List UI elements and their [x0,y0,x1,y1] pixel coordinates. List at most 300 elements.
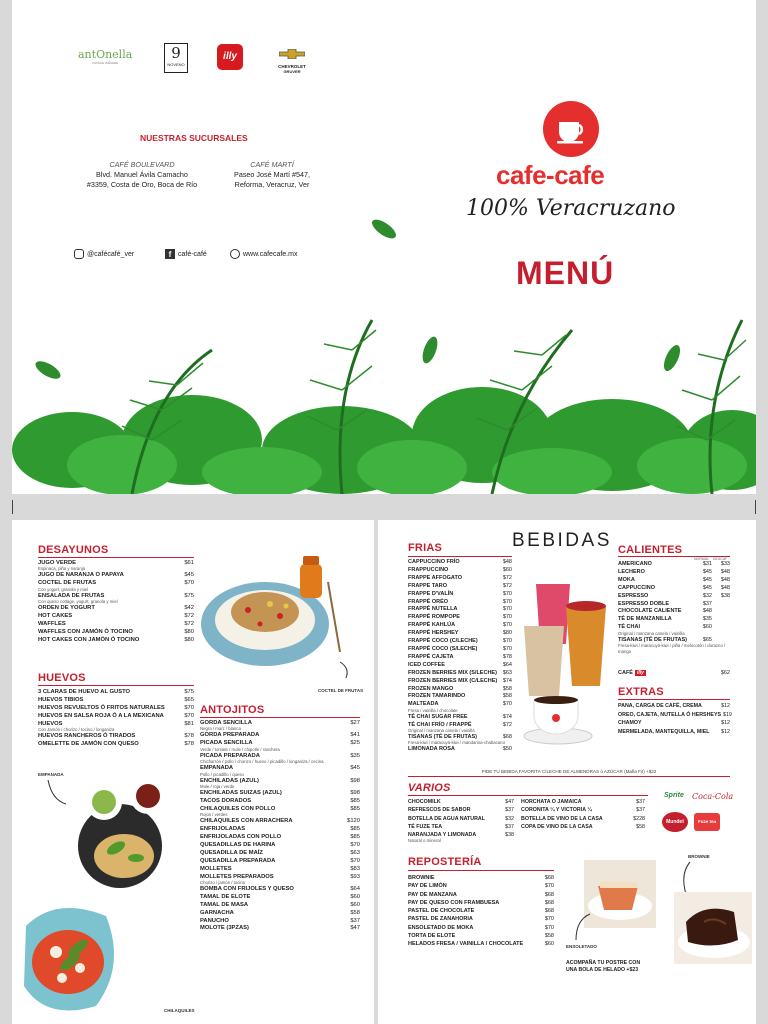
menu-item [200,910,360,918]
item-price: $58 [636,823,645,830]
item-name: HORCHATA O JAMAICA [521,799,582,805]
empanada-caption: EMPANADA [38,772,64,777]
noveno-logo: 9 NOVENO [164,43,188,73]
menu-item [38,689,194,697]
item-description: Fresa-kiwi / maracuyá-kiwi / piña / melocotón / durazno / mango [618,643,726,654]
item-name: MERMELADA, MANTEQUILLA, MIEL [618,728,710,735]
item-price: $60 [702,624,712,631]
item-price: $58 [544,933,554,940]
item-name: CHOCOMILK [408,799,441,805]
item-name: GARNACHA [200,909,234,916]
item-price-descaf [712,616,730,624]
item-name: TORTA DE ELOTE [408,933,456,940]
facebook-link[interactable]: f café-café [165,249,207,259]
drinks-photo [516,576,626,746]
menu-item [618,561,730,569]
item-price: $93 [350,873,360,880]
item-description: Natural o mineral [408,837,441,843]
item-price: $45 [702,584,712,591]
menu-item [408,882,554,890]
item-price: $68 [544,899,554,906]
menu-item [521,815,645,823]
menu-item [408,678,512,686]
item-name: TÉ CHAI [618,624,640,631]
item-name: ENCHILADAS SUIZAS (AZUL) [200,789,282,796]
item-name: TÉ FUZE TEA [408,823,443,830]
item-name: HUEVOS EN SALSA ROJA Ó A LA MEXICANA [38,712,164,719]
cafe-illy-row: CAFÉ illy $62 [618,670,730,676]
item-price: $37 [702,600,712,607]
menu-item [200,894,360,902]
menu-item [200,790,360,798]
item-price-descaf: $48 [720,584,730,591]
menu-item [408,746,512,754]
menu-item [408,686,512,694]
menu-item [200,826,360,834]
item-price: $83 [350,865,360,872]
item-price: $37 [636,807,645,814]
varios-list-2 [521,798,645,831]
item-name: PASTEL DE CHOCOLATE [408,908,475,915]
extras-list [618,702,730,736]
item-description: Con Jamón / chorizo / tocino / longaniza [38,727,115,733]
reposteria-title: REPOSTERÍA [408,856,482,868]
menu-item [408,899,554,907]
item-price: $70 [350,857,360,864]
menu-item [408,924,554,932]
varios-list [408,798,514,844]
item-name: REFRESCOS DE SABOR [408,807,471,814]
menu-item [200,918,360,926]
chevrolet-logo: CHEVROLET GRUVER [270,46,314,74]
item-price: $80 [184,628,194,635]
menu-item [38,713,194,721]
item-price: $60 [350,893,360,900]
menu-item [408,670,512,678]
item-price: $70 [544,883,554,890]
menu-item [408,874,554,882]
menu-item [408,559,512,567]
reposteria-list [408,874,554,949]
menu-cover [12,0,756,494]
item-name: ORDEN DE YOGURT [38,605,95,612]
item-name: FROZEN MANGO [408,685,454,692]
item-name: MOLOTE (3PZAS) [200,925,249,932]
menu-item [618,711,730,720]
item-price: $32 [505,815,514,822]
item-name: ESPRESSO DOBLE [618,600,670,607]
item-name: PANUCHO [200,917,229,924]
item-price: $58 [502,693,512,700]
item-price: $80 [184,636,194,643]
item-price: $68 [544,891,554,898]
item-name: ENFRIJOLADAS [200,826,246,833]
menu-item [408,932,554,940]
arrow-icon [572,912,592,942]
menu-item [618,585,730,593]
menu-item [38,733,194,741]
menu-item [200,834,360,842]
item-name: FRAPPE AFFOGATO [408,574,462,581]
item-description: Fresa-kiwi / maracuyá-kiwi / mandarina-chabacano [408,740,505,746]
facebook-icon: f [165,249,175,259]
menu-item [408,575,512,583]
menu-item [200,886,360,894]
item-price: $37 [505,823,514,830]
ensoletado-photo [584,860,656,928]
coctel-photo [200,542,360,672]
menu-item [408,907,554,915]
item-price: $60 [544,941,554,948]
item-name: CORONITA ¼ Y VICTORIA ¼ [521,807,592,814]
leche-note: PIDE TU BEBIDA FAVORITA C/LECHE DE ALMENDRAS ó AZÚCAR (Mafia Fit) +$22 [408,769,730,777]
brand-tagline: 100% Veracruzano [466,196,676,221]
item-name: FRAPPÉ NUTELLA [408,606,458,613]
item-price: $75 [184,689,194,695]
divider [408,795,648,796]
antonella-logo: antOnella cocina italiana [78,48,133,65]
item-price: $35 [702,616,712,623]
menu-item [618,702,730,711]
item-description: Pollo / picadillo / queso [200,771,244,777]
item-price: $98 [350,777,360,784]
item-price: $85 [350,797,360,804]
item-price: $31 [702,561,712,567]
item-name: FRAPPÉ CAJETA [408,653,454,660]
chevrolet-bowtie-icon [279,49,305,59]
item-name: FROZEN BERRIES MIX (S/LECHE) [408,669,497,676]
item-name: PAY DE LIMÓN [408,883,447,890]
item-name: COCTEL DE FRUTAS [38,580,97,587]
item-price: $58 [502,685,512,692]
item-name: GORDA PREPARADA [200,732,260,739]
item-name: PANA, CARGA DE CAFÉ, CREMA [618,703,702,709]
menu-item [408,823,514,831]
item-name: CHILAQUILES CON ARRACHERA [200,818,293,825]
menu-item [618,728,730,737]
huevos-list [38,689,194,749]
item-price: $70 [502,645,512,652]
divider [38,557,194,558]
item-price: $70 [502,606,512,613]
calientes-list [618,561,730,655]
item-price: $37 [350,917,360,924]
menu-item [408,567,512,575]
frias-list [408,559,512,754]
item-name: MALTEADA [408,701,439,708]
item-price: $47 [505,799,514,805]
item-name: TISANAS (TÉ DE FRUTAS) [618,636,687,643]
item-name: TAMAL DE MASA [200,901,249,908]
arrow-icon [338,660,352,680]
item-price: $72 [502,582,512,589]
item-price: $70 [502,701,512,708]
menu-item [408,583,512,591]
item-price: $60 [350,901,360,908]
item-price: $70 [502,598,512,605]
item-price: $63 [350,849,360,856]
item-name: CAPPUCCINO [618,584,655,591]
item-description: Fresa / vainilla / chocolate [408,707,458,713]
item-name: FROZEN TAMARINDO [408,693,466,700]
bebidas-title: BEBIDAS [512,530,612,551]
item-price-descaf: $48 [720,568,730,575]
item-name: OMELETTE DE JAMÓN CON QUESO [38,740,139,747]
item-name: EMPANADA [200,765,234,772]
item-price: $12 [721,720,730,727]
frias-title: FRIAS [408,542,442,554]
menu-item [38,697,194,705]
antojitos-title: ANTOJITOS [200,704,265,716]
menu-item [408,693,512,701]
item-name: PICADA SENCILLA [200,740,253,747]
branches-title: NUESTRAS SUCURSALES [140,133,248,143]
item-price: $32 [702,592,712,599]
item-price: $70 [184,712,194,719]
item-description: Espinaca, piña y naranja [38,566,86,572]
coffee-cup-logo-icon [542,100,600,158]
item-name: CHOCOLATE CALIENTE [618,608,682,615]
menu-item [408,915,554,923]
item-description: Chicharrón / pollo / chorizo / huevo / picadillo / longaniza / cecina [200,759,324,765]
item-name: MOLLETES PREPARADOS [200,873,274,880]
item-price-descaf [712,608,730,616]
menu-item [618,601,730,609]
antojitos-list [200,720,360,933]
menu-item [408,806,514,814]
menu-item [38,629,194,637]
item-name: PASTEL DE ZANAHORIA [408,916,473,923]
item-name: TAMAL DE ELOTE [200,893,251,900]
menu-item [408,662,512,670]
item-name: NARANJADA Y LIMONADA [408,832,477,839]
menu-item [408,891,554,899]
item-price-descaf [712,624,730,632]
website-link[interactable]: www.cafecafe.mx [230,249,297,259]
menu-item [38,705,194,713]
menu-item [200,902,360,910]
branch-boulevard: CAFÉ BOULEVARD Blvd. Manuel Ávila Camacho #3359, Costa de Oro, Boca de Río [86,160,198,189]
item-price: $65 [184,696,194,703]
item-name: BOTELLA DE AGUA NATURAL [408,815,485,822]
item-price: $70 [184,704,194,711]
menu-item [200,798,360,806]
item-name: FRAPPÉ COCO (C/LECHE) [408,638,478,645]
brownie-photo [674,892,752,964]
item-price: $45 [184,572,194,579]
item-price: $75 [184,592,194,599]
item-name: CAPPUCCINO FRÍO [408,559,460,565]
illy-logo-small: illy [636,670,644,676]
sprite-logo: Sprite [664,792,684,799]
item-name: 3 CLARAS DE HUEVO AL GUSTO [38,689,131,695]
divider [38,685,194,686]
menu-item [408,622,512,630]
item-name: FRAPPE TARO [408,582,448,589]
menu-item [408,714,512,722]
menu-item [38,605,194,613]
ensoletado-caption: ENSOLETADO [566,944,597,949]
item-price: $12 [721,728,730,735]
item-name: FRAPPÉ ORÉO [408,598,449,605]
item-name: OREO, CAJETA, NUTELLA Ó HERSHEYS [618,711,722,718]
item-price: $228 [633,815,645,822]
item-name: MOLLETES [200,865,232,872]
item-name: HUEVOS TIBIOS [38,696,84,703]
item-price: $45 [702,568,712,575]
menu-item [200,842,360,850]
item-description: Chorizo / jamón / tocino [200,879,246,885]
item-name: HOT CAKES CON JAMÓN Ó TOCINO [38,636,140,643]
item-name: JUGO DE NARANJA O PAPAYA [38,572,124,579]
item-price-descaf: $38 [720,592,730,599]
item-name: MOKA [618,576,635,583]
item-name: HUEVOS [38,720,63,727]
item-name: LIMONADA ROSA [408,746,455,753]
item-price: $12 [721,703,730,709]
item-description: Rojos / verdes [200,812,228,818]
item-name: HELADOS FRESA / VAINILLA / CHOCOLATE [408,941,524,948]
item-price: $68 [544,908,554,915]
item-name: CHILAQUILES CON POLLO [200,805,276,812]
item-price: $61 [184,560,194,566]
menu-item [408,638,512,646]
extras-title: EXTRAS [618,686,664,698]
item-price-descaf: $48 [720,576,730,583]
item-name: FRAPPUCCINO [408,566,449,573]
item-price: $48 [702,608,712,615]
menu-item [521,823,645,831]
item-name: AMERICANO [618,561,652,567]
item-description: Original / manzana canela / vainilla [618,630,685,636]
menu-item [618,593,730,601]
item-price: $70 [502,614,512,621]
item-name: LECHERO [618,568,645,575]
item-name: WAFFLES CON JAMÓN Ó TOCINO [38,628,133,635]
item-price: $85 [350,805,360,812]
item-price: $70 [184,580,194,587]
item-description: Verde / tomate / mole / chipotle / ranchera [200,746,280,752]
item-description: Mole / roja / verde [200,783,235,789]
menu-item [200,850,360,858]
item-price: $98 [350,789,360,796]
item-name: BOTELLA DE VINO DE LA CASA [521,815,603,822]
menu-item [200,732,360,740]
item-name: PICADA PREPARADA [200,752,260,759]
varios-title: VARIOS [408,782,451,794]
menu-item [200,925,360,933]
item-price: $74 [502,677,512,684]
item-price: $81 [184,720,194,727]
item-name: HUEVOS RANCHEROS Ó TIRADOS [38,733,136,740]
item-name: FRAPPE D'VALÍN [408,590,454,597]
item-name: TACOS DORADOS [200,797,252,804]
calientes-columns: NORMAL DESCAF [694,557,728,561]
arrow-icon [46,778,68,808]
menu-item [200,866,360,874]
item-price: $47 [350,925,360,932]
menu-title: MENÚ [516,255,615,291]
item-price: $45 [350,765,360,772]
item-price: $72 [502,721,512,728]
item-name: HUEVOS REVUELTOS Ó FRITOS NATURALES [38,704,165,711]
illy-logo: illy [217,44,243,70]
brownie-caption: BROWNIE [688,854,710,859]
chilaquiles-photo [16,896,126,1024]
crop-mark [755,500,756,514]
menu-item [38,572,194,580]
item-price: $78 [184,740,194,747]
item-price: $78 [502,653,512,660]
mundet-logo: Mundet [662,812,688,832]
item-price: $85 [350,833,360,840]
item-price: $58 [350,909,360,916]
divider [408,870,554,871]
item-price: $70 [544,916,554,923]
item-description: Con queso cottage, yogurt, granola y miel [38,599,118,605]
huevos-title: HUEVOS [38,672,86,684]
item-price: $63 [502,669,512,676]
menu-item [408,630,512,638]
brand-name: cafe-cafe [496,160,605,190]
item-price: $45 [702,576,712,583]
desayunos-list [38,560,194,645]
item-name: QUESADILLA DE MAÍZ [200,849,263,856]
item-price: $60 [502,566,512,573]
item-price: $70 [502,638,512,645]
item-name: JUGO VERDE [38,560,77,566]
item-name: PAY DE QUESO CON FRAMBUESA [408,899,500,906]
item-name: HOT CAKES [38,613,73,620]
item-price: $85 [350,826,360,833]
item-price: $70 [502,622,512,629]
branch-marti: CAFÉ MARTÍ Paseo José Martí #547, Reforma, Veracruz, Ver [234,160,310,189]
item-price: $64 [502,661,512,668]
item-name: PAY DE MANZANA [408,891,457,898]
item-name: TÉ DE MANZANILLA [618,616,672,623]
item-price: $72 [184,620,194,627]
food-page [12,520,374,1024]
item-price: $120 [347,818,360,825]
divider [618,699,730,700]
item-price: $27 [350,720,360,726]
item-price: $72 [502,574,512,581]
menu-item [408,646,512,654]
item-price: $35 [350,752,360,759]
item-name: ENFRIJOLADAS CON POLLO [200,833,282,840]
item-price: $70 [544,924,554,931]
item-price: $72 [184,613,194,620]
menu-item [408,940,554,948]
instagram-link[interactable]: @cafécafé_ver [74,249,134,259]
item-name: BROWNIE [408,875,435,881]
item-price: $70 [350,841,360,848]
menu-item [38,637,194,645]
item-price: $64 [350,885,360,892]
item-price: $38 [505,832,514,839]
item-name: ENSALADA DE FRUTAS [38,592,105,599]
item-price: $41 [350,732,360,739]
desayunos-title: DESAYUNOS [38,544,109,556]
item-price: $70 [502,590,512,597]
item-price: $42 [184,605,194,612]
item-price: $68 [502,734,512,741]
item-name: FRAPPÉ HERSHEY [408,630,459,637]
item-description: Original / manzana canela / vainilla [408,728,475,734]
menu-item [38,613,194,621]
item-price-descaf: $33 [720,561,730,567]
postre-note: ACOMPAÑA TU POSTRE CON UNA BOLA DE HELADO +$23 [566,960,641,973]
